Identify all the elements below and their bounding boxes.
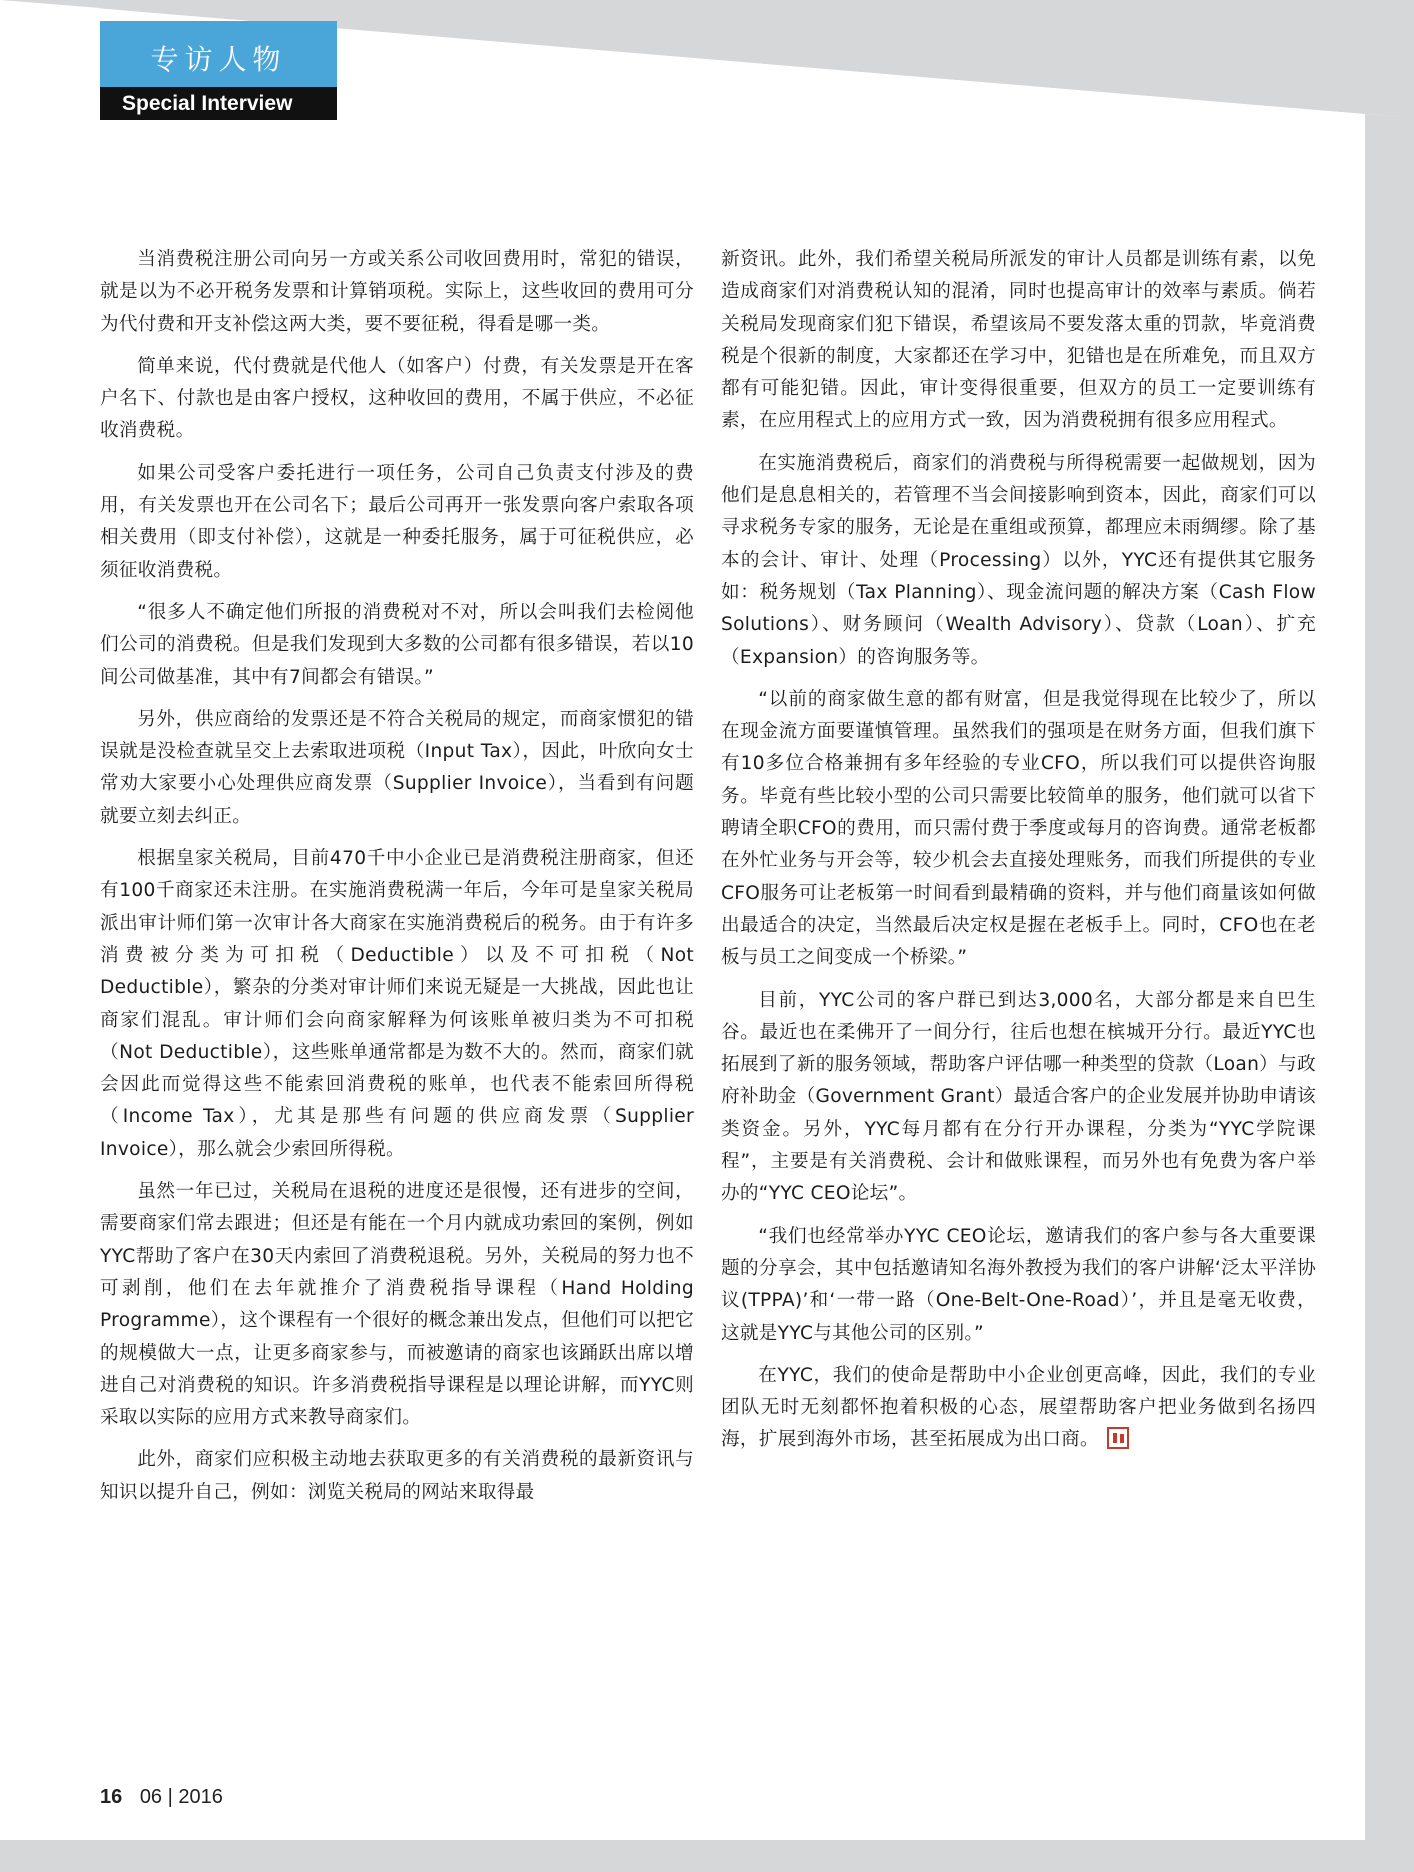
paragraph: “很多人不确定他们所报的消费税对不对，所以会叫我们去检阅他们公司的消费税。但是我们发现到大多数的公司都有很多错误，若以10间公司做基准，其中有7间都会有错误。” bbox=[100, 601, 694, 688]
paragraph: 简单来说，代付费就是代他人（如客户）付费，有关发票是开在客户名下、付款也是由客户授权，这种收回的费用，不属于供应，不必征收消费税。 bbox=[100, 355, 694, 442]
final-paragraph-text: 在YYC，我们的使命是帮助中小企业创更高峰，因此，我们的专业团队无时无刻都怀抱着积极的心态，展望帮助客户把业务做到名扬四海，扩展到海外市场，甚至拓展成为出口商。 bbox=[721, 1364, 1316, 1451]
paragraph: 当消费税注册公司向另一方或关系公司收回费用时，常犯的错误，就是以为不必开税务发票和计算销项税。实际上，这些收回的费用可分为代付费和开支补偿这两大类，要不要征税，得看是哪一类。 bbox=[100, 249, 694, 335]
paragraph: 如果公司受客户委托进行一项任务，公司自己负责支付涉及的费用，有关发票也开在公司名下；最后公司再开一张发票向客户索取各项相关费用（即支付补偿），这就是一种委托服务，属于可征税供应，必须征收消费税。 bbox=[100, 462, 694, 581]
section-title-en: Special Interview bbox=[100, 87, 337, 120]
paragraph: 目前，YYC公司的客户群已到达3,000名，大部分都是来自巴生谷。最近也在柔佛开了一间分行，往后也想在槟城开分行。最近YYC也拓展到了新的服务领域，帮助客户评估哪一种类型的贷款（Loan）与政府补助金（Government Grant）最适合客户的企业发展并协助申请该类资金。另外，YYC每月都有在分行开办课程，分类为“YYC学院课程”，主要是有关消费税、会计和做账课程，而另外也有免费为客户举办的“YYC CEO论坛”。 bbox=[721, 989, 1316, 1205]
paragraph: 在实施消费税后，商家们的消费税与所得税需要一起做规划，因为他们是息息相关的，若管理不当会间接影响到资本，因此，商家们可以寻求税务专家的服务，无论是在重组或预算，都理应未雨绸缪。除了基本的会计、审计、处理（Processing）以外，YYC还有提供其它服务如：税务规划（Tax Planning）、现金流问题的解决方案（Cash Flow Solutions）、财务顾问（Wealth Advisory）、贷款（Loan）、扩充（Expansion）的咨询服务等。 bbox=[721, 452, 1316, 668]
article-column-right bbox=[721, 244, 1316, 1467]
article-column-left bbox=[100, 244, 694, 1519]
paragraph: “我们也经常举办YYC CEO论坛，邀请我们的客户参与各大重要课题的分享会，其中包括邀请知名海外教授为我们的客户讲解‘泛太平洋协议(TPPA)’和‘一带一路（One-Belt-One-Road）’，并且是毫无收费，这就是YYC与其他公司的区别。” bbox=[721, 1225, 1316, 1344]
paragraph: 另外，供应商给的发票还是不符合关税局的规定，而商家惯犯的错误就是没检查就呈交上去索取进项税（Input Tax），因此，叶欣向女士常劝大家要小心处理供应商发票（Supplier Invoice），当看到有问题就要立刻去纠正。 bbox=[100, 708, 694, 827]
paragraph: 根据皇家关税局，目前470千中小企业已是消费税注册商家，但还有100千商家还未注册。在实施消费税满一年后，今年可是皇家关税局派出审计师们第一次审计各大商家在实施消费税后的税务。由于有许多消费被分类为可扣税（Deductible）以及不可扣税（Not Deductible），繁杂的分类对审计师们来说无疑是一大挑战，因此也让商家们混乱。审计师们会向商家解释为何该账单被归类为不可扣税（Not Deductible），这些账单通常都是为数不大的。然而，商家们就会因此而觉得这些不能索回消费税的账单，也代表不能索回所得税（Income Tax），尤其是那些有问题的供应商发票（Supplier Invoice），那么就会少索回所得税。 bbox=[100, 848, 694, 1160]
section-title-cn: 专访人物 bbox=[150, 43, 287, 76]
page-footer bbox=[100, 1786, 223, 1809]
paragraph-final bbox=[721, 1360, 1316, 1457]
paragraph: “以前的商家做生意的都有财富，但是我觉得现在比较少了，所以在现金流方面要谨慎管理。虽然我们的强项是在财务方面，但我们旗下有10多位合格兼拥有多年经验的专业CFO，所以我们可以提供咨询服务。毕竟有些比较小型的公司只需要比较简单的服务，他们就可以省下聘请全职CFO的费用，而只需付费于季度或每月的咨询费。通常老板都在外忙业务与开会等，较少机会去直接处理账务，而我们所提供的专业CFO服务可让老板第一时间看到最精确的资料，并与他们商量该如何做出最适合的决定，当然最后决定权是握在老板手上。同时，CFO也在老板与员工之间变成一个桥梁。” bbox=[721, 688, 1316, 969]
section-header bbox=[100, 21, 337, 120]
issue-date: 06 | 2016 bbox=[139, 1786, 223, 1808]
paragraph-continued: 新资讯。此外，我们希望关税局所派发的审计人员都是训练有素，以免造成商家们对消费税认知的混淆，同时也提高审计的效率与素质。倘若关税局发现商家们犯下错误，希望该局不要发落太重的罚款，毕竟消费税是个很新的制度，大家都还在学习中，犯错也是在所难免，而且双方都有可能犯错。因此，审计变得很重要，但双方的员工一定要训练有素，在应用程式上的应用方式一致，因为消费税拥有很多应用程式。 bbox=[721, 249, 1316, 432]
page-number: 16 bbox=[100, 1786, 123, 1808]
end-seal-icon bbox=[1107, 1427, 1129, 1449]
paragraph: 此外，商家们应积极主动地去获取更多的有关消费税的最新资讯与知识以提升自己，例如：浏览关税局的网站来取得最 bbox=[100, 1449, 694, 1503]
paragraph: 虽然一年已过，关税局在退税的进度还是很慢，还有进步的空间，需要商家们常去跟进；但还是有能在一个月内就成功索回的案例，例如YYC帮助了客户在30天内索回了消费税退税。另外，关税局的努力也不可剥削，他们在去年就推介了消费税指导课程（Hand Holding Programme），这个课程有一个很好的概念兼出发点，但他们可以把它的规模做大一点，让更多商家参与，而被邀请的商家也该踊跃出席以增进自己对消费税的知识。许多消费税指导课程是以理论讲解，而YYC则采取以实际的应用方式来教导商家们。 bbox=[100, 1181, 694, 1429]
